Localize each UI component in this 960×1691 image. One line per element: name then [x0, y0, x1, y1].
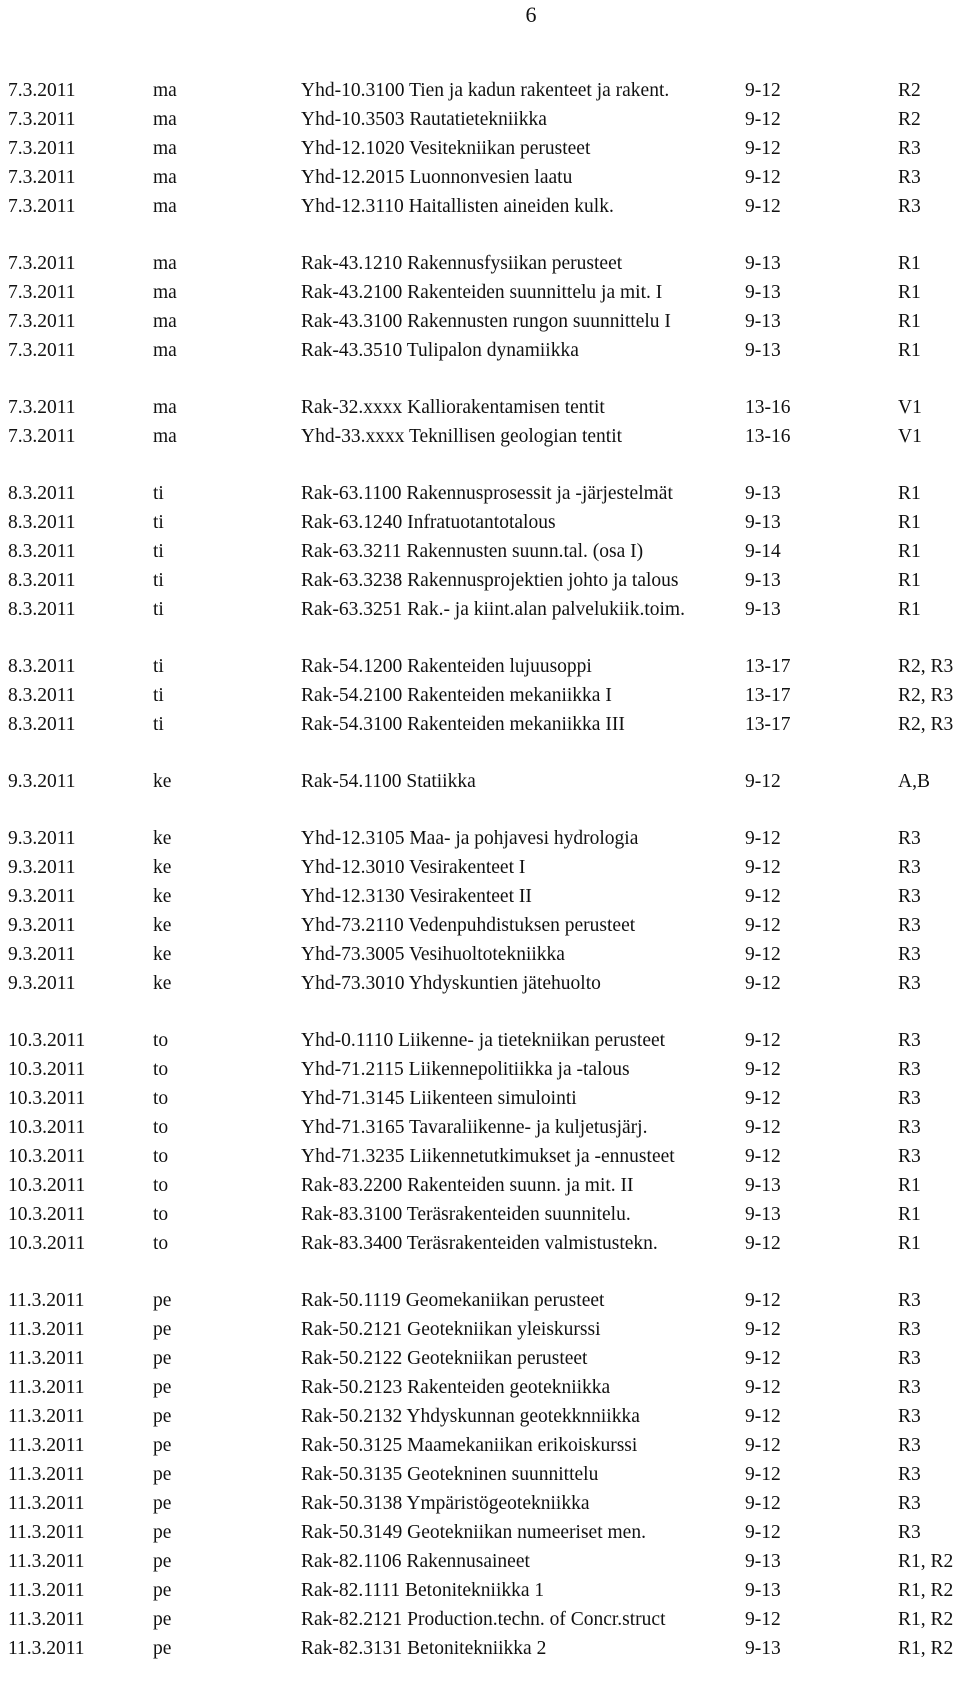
date-cell: 7.3.2011 [8, 138, 76, 159]
time-cell: 9-12 [745, 886, 781, 907]
weekday-cell: ti [153, 512, 164, 533]
time-cell: 9-13 [745, 1551, 781, 1572]
room-cell: R3 [898, 915, 921, 936]
date-cell: 10.3.2011 [8, 1030, 86, 1051]
time-cell: 9-12 [745, 915, 781, 936]
date-cell: 8.3.2011 [8, 685, 76, 706]
room-cell: R1 [898, 541, 921, 562]
course-cell: Rak-63.3251 Rak.- ja kiint.alan palvelukiik.toim. [301, 599, 685, 620]
date-cell: 8.3.2011 [8, 570, 76, 591]
room-cell: R1 [898, 570, 921, 591]
time-cell: 9-12 [745, 1609, 781, 1630]
room-cell: R3 [898, 1290, 921, 1311]
date-cell: 8.3.2011 [8, 714, 76, 735]
time-cell: 9-13 [745, 311, 781, 332]
time-cell: 9-12 [745, 1435, 781, 1456]
room-cell: R1, R2 [898, 1609, 954, 1630]
course-cell: Rak-50.3149 Geotekniikan numeeriset men. [301, 1522, 646, 1543]
table-row [8, 336, 960, 365]
room-cell: R2, R3 [898, 685, 954, 706]
weekday-cell: ma [153, 167, 177, 188]
weekday-cell: ti [153, 714, 164, 735]
course-cell: Rak-82.2121 Production.techn. of Concr.struct [301, 1609, 666, 1630]
date-cell: 11.3.2011 [8, 1319, 85, 1340]
table-row [8, 393, 960, 422]
table-row [8, 566, 960, 595]
time-cell: 9-12 [745, 1117, 781, 1138]
table-row [8, 508, 960, 537]
table-row [8, 1055, 960, 1084]
course-cell: Yhd-10.3503 Rautatietekniikka [301, 109, 547, 130]
table-row [8, 652, 960, 681]
room-cell: V1 [898, 426, 922, 447]
date-cell: 11.3.2011 [8, 1435, 85, 1456]
table-row [8, 76, 960, 105]
weekday-cell: pe [153, 1638, 172, 1659]
date-cell: 11.3.2011 [8, 1522, 85, 1543]
weekday-cell: ma [153, 80, 177, 101]
time-cell: 9-12 [745, 771, 781, 792]
room-cell: R3 [898, 196, 921, 217]
course-cell: Rak-50.2122 Geotekniikan perusteet [301, 1348, 588, 1369]
time-cell: 13-17 [745, 656, 791, 677]
course-cell: Rak-83.3400 Teräsrakenteiden valmistustekn. [301, 1233, 658, 1254]
table-row [8, 1200, 960, 1229]
room-cell: R3 [898, 1348, 921, 1369]
time-cell: 9-12 [745, 1146, 781, 1167]
table-row [8, 1315, 960, 1344]
time-cell: 9-13 [745, 1638, 781, 1659]
course-cell: Yhd-12.3105 Maa- ja pohjavesi hydrologia [301, 828, 639, 849]
date-cell: 11.3.2011 [8, 1377, 85, 1398]
time-cell: 9-12 [745, 1059, 781, 1080]
room-cell: R3 [898, 1319, 921, 1340]
course-cell: Yhd-12.1020 Vesitekniikan perusteet [301, 138, 591, 159]
room-cell: R3 [898, 1435, 921, 1456]
room-cell: R3 [898, 1117, 921, 1138]
course-cell: Yhd-12.3010 Vesirakenteet I [301, 857, 526, 878]
table-row [8, 1605, 960, 1634]
date-cell: 11.3.2011 [8, 1290, 85, 1311]
room-cell: R3 [898, 1088, 921, 1109]
date-cell: 7.3.2011 [8, 397, 76, 418]
time-cell: 9-12 [745, 80, 781, 101]
room-cell: V1 [898, 397, 922, 418]
time-cell: 13-17 [745, 714, 791, 735]
time-cell: 9-12 [745, 196, 781, 217]
weekday-cell: pe [153, 1406, 172, 1427]
table-row [8, 1229, 960, 1258]
weekday-cell: pe [153, 1493, 172, 1514]
date-cell: 9.3.2011 [8, 857, 76, 878]
course-cell: Rak-43.3510 Tulipalon dynamiikka [301, 340, 579, 361]
table-row [8, 422, 960, 451]
course-cell: Rak-50.3125 Maamekaniikan erikoiskurssi [301, 1435, 638, 1456]
weekday-cell: ti [153, 483, 164, 504]
date-cell: 9.3.2011 [8, 915, 76, 936]
weekday-cell: to [153, 1175, 169, 1196]
schedule-group [8, 1026, 960, 1258]
time-cell: 9-13 [745, 483, 781, 504]
schedule-group [8, 1286, 960, 1663]
time-cell: 9-12 [745, 828, 781, 849]
date-cell: 9.3.2011 [8, 771, 76, 792]
table-row [8, 1634, 960, 1663]
date-cell: 9.3.2011 [8, 944, 76, 965]
weekday-cell: to [153, 1030, 169, 1051]
room-cell: R1 [898, 340, 921, 361]
course-cell: Yhd-12.3130 Vesirakenteet II [301, 886, 532, 907]
table-row [8, 1402, 960, 1431]
time-cell: 9-13 [745, 253, 781, 274]
weekday-cell: pe [153, 1319, 172, 1340]
weekday-cell: ke [153, 915, 172, 936]
table-row [8, 1518, 960, 1547]
date-cell: 10.3.2011 [8, 1175, 86, 1196]
course-cell: Rak-50.1119 Geomekaniikan perusteet [301, 1290, 605, 1311]
table-row [8, 853, 960, 882]
course-cell: Rak-63.3238 Rakennusprojektien johto ja talous [301, 570, 679, 591]
room-cell: R3 [898, 828, 921, 849]
weekday-cell: ke [153, 828, 172, 849]
course-cell: Rak-83.3100 Teräsrakenteiden suunnitelu. [301, 1204, 631, 1225]
table-row [8, 1460, 960, 1489]
room-cell: R3 [898, 886, 921, 907]
time-cell: 9-12 [745, 1030, 781, 1051]
course-cell: Rak-50.2132 Yhdyskunnan geotekknniikka [301, 1406, 640, 1427]
room-cell: A,B [898, 771, 930, 792]
weekday-cell: pe [153, 1551, 172, 1572]
date-cell: 11.3.2011 [8, 1493, 85, 1514]
course-cell: Yhd-33.xxxx Teknillisen geologian tentit [301, 426, 623, 447]
date-cell: 7.3.2011 [8, 167, 76, 188]
room-cell: R3 [898, 973, 921, 994]
table-row [8, 1113, 960, 1142]
time-cell: 13-16 [745, 397, 791, 418]
date-cell: 10.3.2011 [8, 1233, 86, 1254]
table-row [8, 969, 960, 998]
room-cell: R3 [898, 944, 921, 965]
time-cell: 9-12 [745, 1348, 781, 1369]
course-cell: Yhd-73.3005 Vesihuoltotekniikka [301, 944, 565, 965]
time-cell: 9-13 [745, 1204, 781, 1225]
room-cell: R2, R3 [898, 656, 954, 677]
table-row [8, 163, 960, 192]
table-row [8, 278, 960, 307]
time-cell: 13-17 [745, 685, 791, 706]
table-row [8, 1142, 960, 1171]
course-cell: Rak-54.1200 Rakenteiden lujuusoppi [301, 656, 592, 677]
room-cell: R3 [898, 138, 921, 159]
course-cell: Rak-43.3100 Rakennusten rungon suunnittelu I [301, 311, 671, 332]
time-cell: 9-12 [745, 1493, 781, 1514]
course-cell: Rak-54.1100 Statiikka [301, 771, 476, 792]
room-cell: R3 [898, 857, 921, 878]
date-cell: 9.3.2011 [8, 828, 76, 849]
weekday-cell: to [153, 1088, 169, 1109]
weekday-cell: ti [153, 656, 164, 677]
date-cell: 11.3.2011 [8, 1638, 85, 1659]
date-cell: 11.3.2011 [8, 1348, 85, 1369]
course-cell: Yhd-12.2015 Luonnonvesien laatu [301, 167, 573, 188]
course-cell: Yhd-71.3145 Liikenteen simulointi [301, 1088, 577, 1109]
schedule-group [8, 652, 960, 739]
time-cell: 9-13 [745, 570, 781, 591]
date-cell: 8.3.2011 [8, 512, 76, 533]
room-cell: R3 [898, 1030, 921, 1051]
room-cell: R1 [898, 311, 921, 332]
time-cell: 9-12 [745, 973, 781, 994]
room-cell: R1 [898, 483, 921, 504]
course-cell: Rak-54.3100 Rakenteiden mekaniikka III [301, 714, 625, 735]
date-cell: 7.3.2011 [8, 80, 76, 101]
course-cell: Rak-50.3138 Ympäristögeotekniikka [301, 1493, 590, 1514]
date-cell: 10.3.2011 [8, 1117, 86, 1138]
table-row [8, 249, 960, 278]
table-row [8, 824, 960, 853]
course-cell: Yhd-71.3235 Liikennetutkimukset ja -ennusteet [301, 1146, 675, 1167]
time-cell: 9-12 [745, 1406, 781, 1427]
course-cell: Rak-43.2100 Rakenteiden suunnittelu ja mit. I [301, 282, 663, 303]
time-cell: 9-12 [745, 1522, 781, 1543]
date-cell: 8.3.2011 [8, 541, 76, 562]
course-cell: Rak-54.2100 Rakenteiden mekaniikka I [301, 685, 612, 706]
table-row [8, 767, 960, 796]
table-row [8, 882, 960, 911]
weekday-cell: ma [153, 397, 177, 418]
room-cell: R1 [898, 1204, 921, 1225]
date-cell: 8.3.2011 [8, 599, 76, 620]
room-cell: R2, R3 [898, 714, 954, 735]
time-cell: 9-12 [745, 167, 781, 188]
time-cell: 9-13 [745, 1175, 781, 1196]
table-row [8, 1431, 960, 1460]
course-cell: Rak-50.2121 Geotekniikan yleiskurssi [301, 1319, 601, 1340]
course-cell: Rak-82.1106 Rakennusaineet [301, 1551, 530, 1572]
weekday-cell: ke [153, 771, 172, 792]
time-cell: 9-12 [745, 1290, 781, 1311]
room-cell: R1 [898, 512, 921, 533]
time-cell: 9-13 [745, 282, 781, 303]
table-row [8, 681, 960, 710]
weekday-cell: ma [153, 282, 177, 303]
table-row [8, 134, 960, 163]
table-row [8, 940, 960, 969]
schedule-group [8, 76, 960, 221]
weekday-cell: ma [153, 426, 177, 447]
weekday-cell: ma [153, 253, 177, 274]
table-row [8, 595, 960, 624]
weekday-cell: ma [153, 138, 177, 159]
date-cell: 8.3.2011 [8, 656, 76, 677]
weekday-cell: ma [153, 311, 177, 332]
table-row [8, 105, 960, 134]
table-row [8, 537, 960, 566]
room-cell: R1 [898, 282, 921, 303]
table-row [8, 1344, 960, 1373]
table-row [8, 710, 960, 739]
course-cell: Rak-63.1100 Rakennusprosessit ja -järjestelmät [301, 483, 673, 504]
schedule-group [8, 479, 960, 624]
weekday-cell: to [153, 1233, 169, 1254]
weekday-cell: pe [153, 1609, 172, 1630]
weekday-cell: pe [153, 1522, 172, 1543]
weekday-cell: ma [153, 196, 177, 217]
weekday-cell: ma [153, 340, 177, 361]
table-row [8, 479, 960, 508]
weekday-cell: pe [153, 1377, 172, 1398]
time-cell: 13-16 [745, 426, 791, 447]
date-cell: 11.3.2011 [8, 1580, 85, 1601]
time-cell: 9-13 [745, 1580, 781, 1601]
room-cell: R3 [898, 1522, 921, 1543]
date-cell: 10.3.2011 [8, 1059, 86, 1080]
room-cell: R1, R2 [898, 1580, 954, 1601]
time-cell: 9-12 [745, 138, 781, 159]
course-cell: Rak-83.2200 Rakenteiden suunn. ja mit. II [301, 1175, 634, 1196]
date-cell: 11.3.2011 [8, 1609, 85, 1630]
weekday-cell: to [153, 1204, 169, 1225]
time-cell: 9-13 [745, 512, 781, 533]
date-cell: 9.3.2011 [8, 973, 76, 994]
course-cell: Rak-50.2123 Rakenteiden geotekniikka [301, 1377, 611, 1398]
time-cell: 9-12 [745, 1319, 781, 1340]
date-cell: 10.3.2011 [8, 1088, 86, 1109]
schedule-group [8, 393, 960, 451]
course-cell: Rak-63.1240 Infratuotantotalous [301, 512, 556, 533]
room-cell: R3 [898, 1377, 921, 1398]
time-cell: 9-12 [745, 109, 781, 130]
weekday-cell: ke [153, 973, 172, 994]
weekday-cell: ma [153, 109, 177, 130]
table-row [8, 307, 960, 336]
course-cell: Rak-43.1210 Rakennusfysiikan perusteet [301, 253, 623, 274]
course-cell: Yhd-73.2110 Vedenpuhdistuksen perusteet [301, 915, 636, 936]
course-cell: Rak-63.3211 Rakennusten suunn.tal. (osa I) [301, 541, 644, 562]
time-cell: 9-12 [745, 1464, 781, 1485]
date-cell: 11.3.2011 [8, 1464, 85, 1485]
time-cell: 9-13 [745, 599, 781, 620]
date-cell: 10.3.2011 [8, 1146, 86, 1167]
room-cell: R2 [898, 109, 921, 130]
course-cell: Rak-50.3135 Geotekninen suunnittelu [301, 1464, 599, 1485]
course-cell: Yhd-71.2115 Liikennepolitiikka ja -talous [301, 1059, 630, 1080]
weekday-cell: pe [153, 1435, 172, 1456]
weekday-cell: ti [153, 570, 164, 591]
room-cell: R3 [898, 1059, 921, 1080]
time-cell: 9-13 [745, 340, 781, 361]
date-cell: 7.3.2011 [8, 253, 76, 274]
table-row [8, 1286, 960, 1315]
page-number: 6 [525, 2, 537, 27]
date-cell: 7.3.2011 [8, 426, 76, 447]
table-row [8, 911, 960, 940]
time-cell: 9-12 [745, 857, 781, 878]
time-cell: 9-14 [745, 541, 781, 562]
schedule-group [8, 249, 960, 365]
table-row [8, 192, 960, 221]
weekday-cell: pe [153, 1580, 172, 1601]
room-cell: R3 [898, 1464, 921, 1485]
table-row [8, 1084, 960, 1113]
date-cell: 8.3.2011 [8, 483, 76, 504]
room-cell: R3 [898, 1406, 921, 1427]
table-row [8, 1373, 960, 1402]
room-cell: R1, R2 [898, 1638, 954, 1659]
course-cell: Yhd-0.1110 Liikenne- ja tietekniikan perusteet [301, 1030, 666, 1051]
weekday-cell: pe [153, 1290, 172, 1311]
table-row [8, 1489, 960, 1518]
date-cell: 11.3.2011 [8, 1406, 85, 1427]
room-cell: R2 [898, 80, 921, 101]
weekday-cell: ti [153, 599, 164, 620]
room-cell: R3 [898, 1493, 921, 1514]
room-cell: R1 [898, 253, 921, 274]
course-cell: Rak-82.3131 Betonitekniikka 2 [301, 1638, 547, 1659]
table-row [8, 1171, 960, 1200]
date-cell: 9.3.2011 [8, 886, 76, 907]
weekday-cell: ti [153, 685, 164, 706]
date-cell: 7.3.2011 [8, 196, 76, 217]
time-cell: 9-12 [745, 1233, 781, 1254]
table-row [8, 1576, 960, 1605]
course-cell: Rak-32.xxxx Kalliorakentamisen tentit [301, 397, 605, 418]
table-row [8, 1026, 960, 1055]
date-cell: 7.3.2011 [8, 282, 76, 303]
time-cell: 9-12 [745, 944, 781, 965]
course-cell: Yhd-71.3165 Tavaraliikenne- ja kuljetusjärj. [301, 1117, 648, 1138]
weekday-cell: ke [153, 944, 172, 965]
room-cell: R3 [898, 1146, 921, 1167]
schedule-group [8, 824, 960, 998]
room-cell: R1, R2 [898, 1551, 954, 1572]
weekday-cell: pe [153, 1348, 172, 1369]
room-cell: R3 [898, 167, 921, 188]
schedule-group [8, 767, 960, 796]
room-cell: R1 [898, 599, 921, 620]
time-cell: 9-12 [745, 1377, 781, 1398]
weekday-cell: ti [153, 541, 164, 562]
weekday-cell: to [153, 1117, 169, 1138]
weekday-cell: ke [153, 857, 172, 878]
exam-schedule [8, 76, 960, 1691]
room-cell: R1 [898, 1233, 921, 1254]
time-cell: 9-12 [745, 1088, 781, 1109]
date-cell: 10.3.2011 [8, 1204, 86, 1225]
date-cell: 7.3.2011 [8, 311, 76, 332]
course-cell: Yhd-73.3010 Yhdyskuntien jätehuolto [301, 973, 601, 994]
date-cell: 11.3.2011 [8, 1551, 85, 1572]
room-cell: R1 [898, 1175, 921, 1196]
weekday-cell: to [153, 1146, 169, 1167]
date-cell: 7.3.2011 [8, 340, 76, 361]
weekday-cell: to [153, 1059, 169, 1080]
course-cell: Rak-82.1111 Betonitekniikka 1 [301, 1580, 545, 1601]
weekday-cell: pe [153, 1464, 172, 1485]
date-cell: 7.3.2011 [8, 109, 76, 130]
table-row [8, 1547, 960, 1576]
course-cell: Yhd-10.3100 Tien ja kadun rakenteet ja rakent. [301, 80, 670, 101]
course-cell: Yhd-12.3110 Haitallisten aineiden kulk. [301, 196, 614, 217]
weekday-cell: ke [153, 886, 172, 907]
